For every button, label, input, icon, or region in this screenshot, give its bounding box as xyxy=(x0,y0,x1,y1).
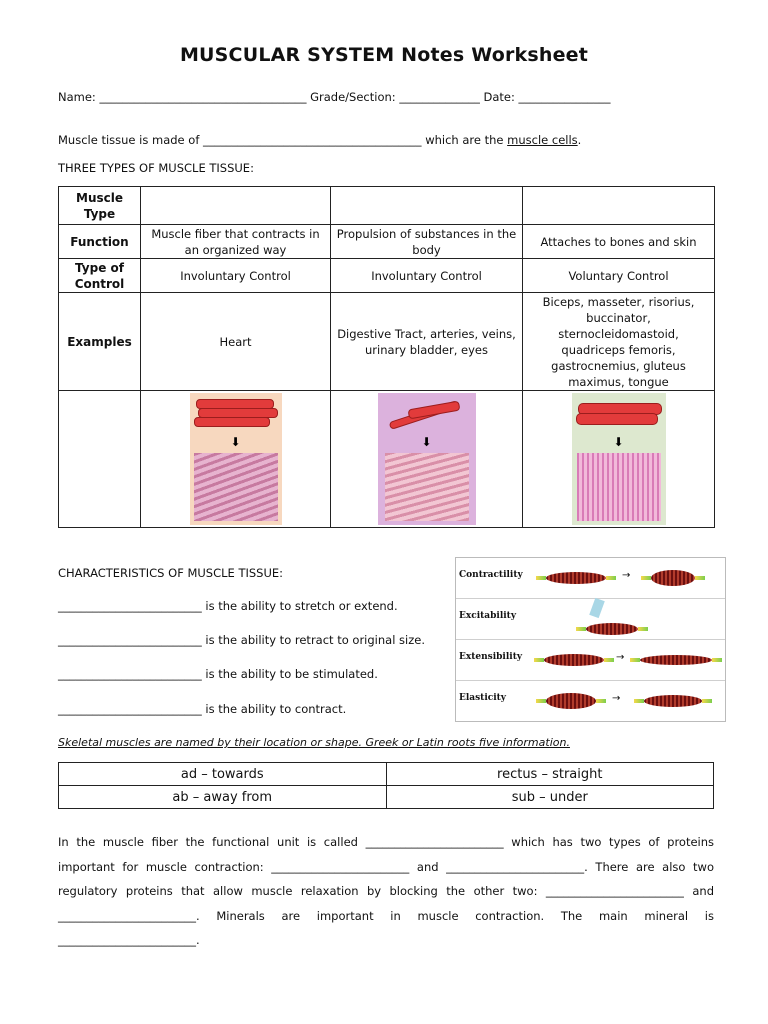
intro-prefix: Muscle tissue is made of xyxy=(58,133,200,147)
para-blank[interactable]: ________________________ xyxy=(58,908,196,923)
arrow-icon: → xyxy=(622,570,631,581)
skeletal-image-cell xyxy=(523,391,715,528)
root-cell: ad – towards xyxy=(59,763,387,786)
para-blank[interactable]: ________________________ xyxy=(545,884,684,898)
cardiac-image-cell xyxy=(141,391,331,528)
para-text: and xyxy=(416,859,439,874)
page-title: MUSCULAR SYSTEM Notes Worksheet xyxy=(179,44,589,66)
intro-term: muscle cells xyxy=(507,133,578,147)
characteristic-line xyxy=(58,633,425,647)
control-cell: Involuntary Control xyxy=(141,259,331,293)
characteristic-text: is the ability to be stimulated. xyxy=(205,667,378,681)
row-label-function: Function xyxy=(59,225,141,259)
characteristic-text: is the ability to contract. xyxy=(205,702,347,716)
characteristic-text: is the ability to stretch or extend. xyxy=(205,599,398,613)
figure-label: Extensibility xyxy=(459,652,523,662)
muscle-types-table xyxy=(58,186,715,528)
para-blank[interactable]: ________________________ xyxy=(271,859,410,874)
characteristic-blank[interactable]: _________________________ xyxy=(58,702,202,716)
characteristics-heading: CHARACTERISTICS OF MUSCLE TISSUE: xyxy=(58,566,284,580)
characteristic-line xyxy=(58,599,398,613)
figure-row-extensibility xyxy=(456,640,725,681)
muscle-type-cell-3[interactable] xyxy=(523,187,715,225)
name-label: Name: xyxy=(58,90,96,104)
characteristic-text: is the ability to retract to original size. xyxy=(205,633,425,647)
muscle-type-cell-2[interactable] xyxy=(331,187,523,225)
naming-note: Skeletal muscles are named by their location or shape. Greek or Latin roots five information. xyxy=(58,736,570,749)
intro-middle: which are the xyxy=(425,133,504,147)
para-blank[interactable]: ________________________ xyxy=(365,835,504,849)
skeletal-muscle-icon: ⬇ xyxy=(572,393,666,525)
para-text: . Minerals are important in muscle contraction. The main mineral is xyxy=(196,908,714,923)
stimulus-icon xyxy=(589,598,605,618)
characteristic-blank[interactable]: _________________________ xyxy=(58,633,202,647)
arrow-icon: → xyxy=(616,652,625,663)
function-cell: Attaches to bones and skin xyxy=(523,225,715,259)
three-types-heading: THREE TYPES OF MUSCLE TISSUE: xyxy=(58,161,254,175)
para-text: and xyxy=(692,884,715,898)
control-cell: Voluntary Control xyxy=(523,259,715,293)
para-blank[interactable]: ________________________ xyxy=(58,933,196,947)
characteristic-line xyxy=(58,702,346,716)
grade-blank[interactable]: ______________ xyxy=(399,90,480,104)
figure-label: Contractility xyxy=(459,570,523,580)
figure-row-contractility xyxy=(456,558,725,599)
characteristics-figure xyxy=(455,557,726,722)
characteristic-blank[interactable]: _________________________ xyxy=(58,667,202,681)
image-row-label xyxy=(59,391,141,528)
function-cell: Propulsion of substances in the body xyxy=(331,225,523,259)
name-blank[interactable]: ____________________________________ xyxy=(99,90,307,104)
muscle-type-cell-1[interactable] xyxy=(141,187,331,225)
roots-table xyxy=(58,762,714,809)
date-label: Date: xyxy=(483,90,515,104)
figure-row-elasticity xyxy=(456,681,725,721)
intro-blank[interactable]: ______________________________________ xyxy=(203,133,422,147)
examples-cell: Heart xyxy=(141,293,331,391)
intro-end: . xyxy=(577,133,582,147)
function-cell: Muscle fiber that contracts in an organized way xyxy=(141,225,331,259)
row-label-muscle-type: Muscle Type xyxy=(59,187,141,225)
date-blank[interactable]: ________________ xyxy=(518,90,611,104)
characteristic-blank[interactable]: _________________________ xyxy=(58,599,202,613)
header-line xyxy=(58,90,611,104)
root-cell: sub – under xyxy=(386,786,714,809)
figure-label: Excitability xyxy=(459,611,517,621)
grade-label: Grade/Section: xyxy=(310,90,396,104)
root-cell: rectus – straight xyxy=(386,763,714,786)
para-text: which has two types of proteins important for muscle contraction: xyxy=(58,835,715,874)
examples-cell: Digestive Tract, arteries, veins, urinary bladder, eyes xyxy=(331,293,523,391)
intro-line xyxy=(58,133,581,147)
arrow-icon: → xyxy=(612,693,621,704)
smooth-image-cell xyxy=(331,391,523,528)
control-cell: Involuntary Control xyxy=(331,259,523,293)
cardiac-muscle-icon: ⬇ xyxy=(190,393,282,525)
examples-cell: Biceps, masseter, risorius, buccinator, sternocleidomastoid, quadriceps femoris, gastrocnemius, gluteus maximus, tongue xyxy=(523,293,715,391)
root-cell: ab – away from xyxy=(59,786,387,809)
para-text: . There are also two regulatory proteins that allow muscle relaxation by blocking the other two: xyxy=(58,859,714,898)
figure-row-excitability xyxy=(456,599,725,640)
row-label-examples: Examples xyxy=(59,293,141,391)
para-text: . xyxy=(196,933,200,947)
characteristic-line xyxy=(58,667,378,681)
figure-label: Elasticity xyxy=(459,693,507,703)
para-blank[interactable]: ________________________ xyxy=(446,859,585,874)
row-label-control: Type of Control xyxy=(59,259,141,293)
smooth-muscle-icon: ⬇ xyxy=(378,393,476,525)
muscle-fiber-paragraph xyxy=(58,830,714,953)
para-text: In the muscle fiber the functional unit is called xyxy=(58,835,358,849)
